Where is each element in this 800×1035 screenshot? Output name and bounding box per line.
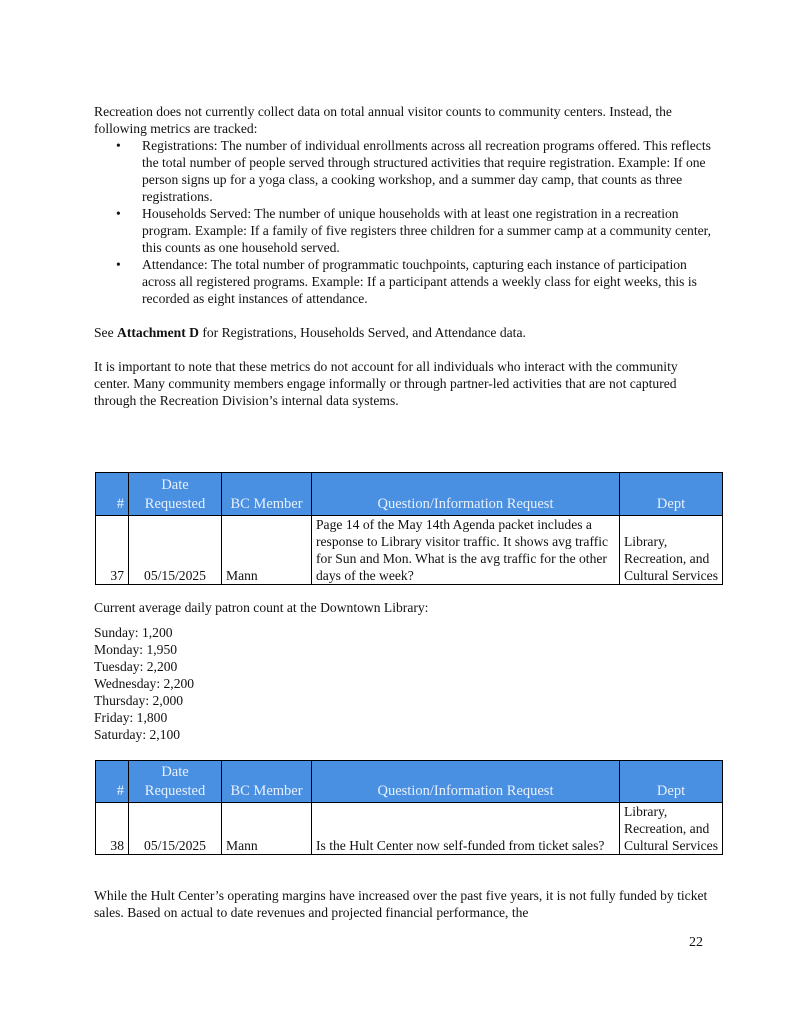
- note-paragraph: It is important to note that these metrics do not account for all individuals who interact with the community center. Many community members engage informally or through partner-led activities that are not captured through the Recreation Division’s internal data systems.: [94, 359, 678, 408]
- row-number: 37: [96, 516, 129, 585]
- text: See: [94, 325, 118, 340]
- col-number: #: [96, 473, 129, 516]
- col-member: BC Member: [222, 473, 312, 516]
- table-row: [96, 516, 723, 585]
- day-count: Tuesday: 2,200: [94, 659, 178, 674]
- day-count: Wednesday: 2,200: [94, 676, 195, 691]
- metrics-list: [94, 137, 714, 307]
- attachment-reference: [94, 324, 714, 341]
- col-number: #: [96, 761, 129, 803]
- col-dept: Dept: [620, 761, 723, 803]
- row-dept: Library, Recreation, and Cultural Services: [620, 516, 723, 585]
- recreation-metrics-section: [94, 103, 714, 409]
- row-number: 38: [96, 803, 129, 855]
- bullet-households: • Households Served: The number of unique households with at least one registration in a recreation program. Example: If a family of five registers three children for a summer camp at a community center, this counts as one household served.: [142, 205, 714, 256]
- row-member: Mann: [222, 803, 312, 855]
- bullet-attendance: • Attendance: The total number of programmatic touchpoints, capturing each instance of participation across all registered programs. Example: If a participant attends a weekly class for eight weeks, this is recorded as eight instances of attendance.: [142, 256, 714, 307]
- library-intro: Current average daily patron count at the Downtown Library:: [94, 600, 429, 615]
- col-question: Question/Information Request: [312, 761, 620, 803]
- day-count: Saturday: 2,100: [94, 727, 181, 742]
- row-question: Page 14 of the May 14th Agenda packet includes a response to Library visitor traffic. It shows avg traffic for Sun and Mon. What is the avg traffic for the other days of the week?: [312, 516, 620, 585]
- day-count: Sunday: 1,200: [94, 625, 173, 640]
- col-question: Question/Information Request: [312, 473, 620, 516]
- day-count: Friday: 1,800: [94, 710, 168, 725]
- intro-paragraph: Recreation does not currently collect data on total annual visitor counts to community centers. Instead, the following metrics are tracked:: [94, 104, 672, 136]
- day-count: Thursday: 2,000: [94, 693, 184, 708]
- text: for Registrations, Households Served, and Attendance data.: [198, 325, 526, 340]
- col-date: Date Requested: [129, 473, 222, 516]
- bullet-registrations: • Registrations: The number of individual enrollments across all recreation programs offered. This reflects the total number of people served through structured activities that require registration. Example: If one person signs up for a yoga class, a cooking workshop, and a summer day camp, that counts as three registrations.: [142, 137, 714, 205]
- day-count: Monday: 1,950: [94, 642, 178, 657]
- row-date: 05/15/2025: [129, 516, 222, 585]
- daily-counts: [94, 624, 714, 743]
- row-dept: Library, Recreation, and Cultural Services: [620, 803, 723, 855]
- col-dept: Dept: [620, 473, 723, 516]
- table-row: [96, 803, 723, 855]
- page-number: 22: [689, 935, 703, 950]
- col-date: Date Requested: [129, 761, 222, 803]
- hult-paragraph: While the Hult Center’s operating margins have increased over the past five years, it is not fully funded by ticket sales. Based on actual to date revenues and projected financial performance, the: [94, 888, 708, 920]
- row-question: Is the Hult Center now self-funded from ticket sales?: [312, 803, 620, 855]
- col-member: BC Member: [222, 761, 312, 803]
- row-date: 05/15/2025: [129, 803, 222, 855]
- row-member: Mann: [222, 516, 312, 585]
- request-table-38: [95, 760, 723, 855]
- attachment-d: Attachment D: [117, 325, 199, 340]
- library-section: [94, 599, 714, 743]
- request-table-37: [95, 472, 723, 585]
